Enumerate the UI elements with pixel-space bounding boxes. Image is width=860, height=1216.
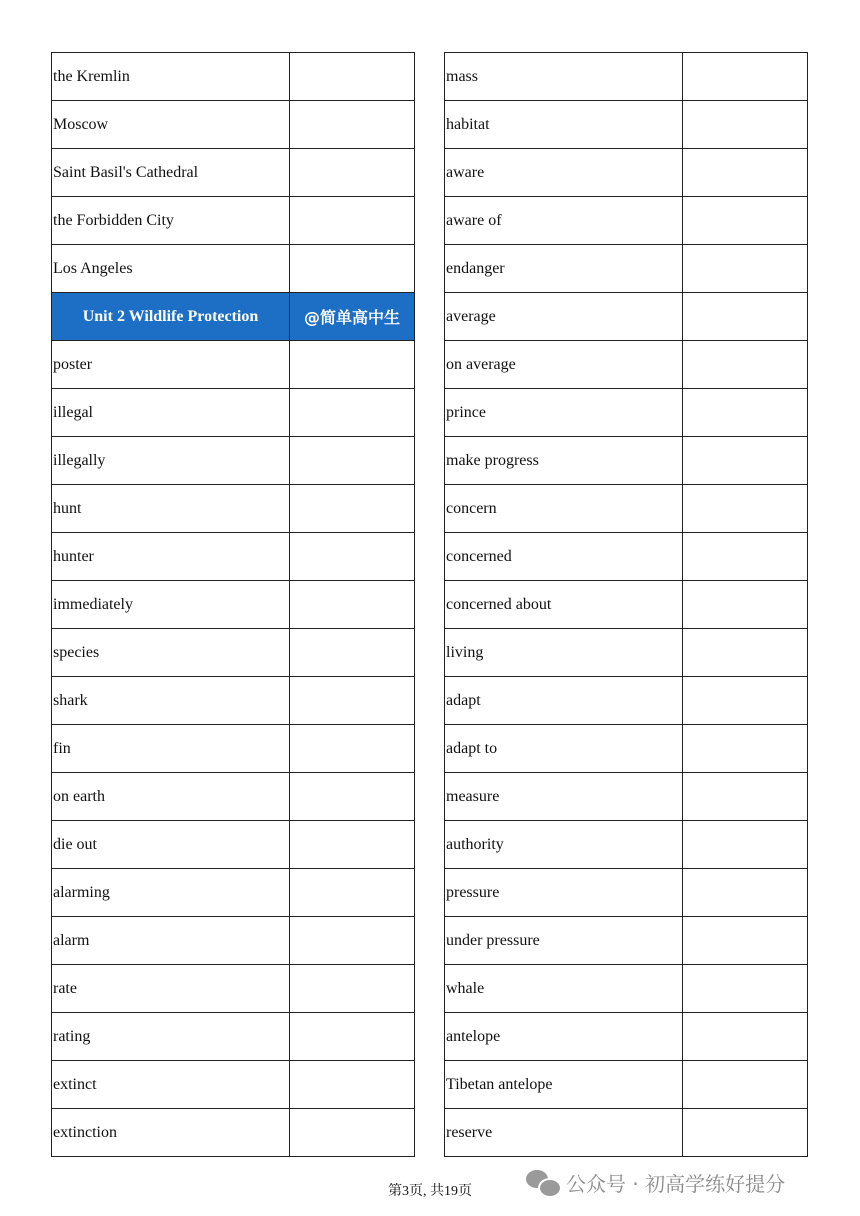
table-row <box>52 197 415 245</box>
answer-blank-cell[interactable] <box>290 1013 415 1061</box>
table-row <box>52 149 415 197</box>
answer-blank-cell[interactable] <box>683 1109 808 1157</box>
table-row <box>52 485 415 533</box>
vocab-word: aware of <box>445 197 683 245</box>
right-vocab-table <box>444 52 808 1157</box>
answer-blank-cell[interactable] <box>290 245 415 293</box>
table-row <box>445 1109 808 1157</box>
left-vocab-table <box>51 52 415 1157</box>
answer-blank-cell[interactable] <box>290 965 415 1013</box>
vocab-word: reserve <box>445 1109 683 1157</box>
table-row <box>52 533 415 581</box>
answer-blank-cell[interactable] <box>290 341 415 389</box>
vocab-word: concern <box>445 485 683 533</box>
vocab-word: rate <box>52 965 290 1013</box>
table-row <box>52 629 415 677</box>
vocab-word: hunt <box>52 485 290 533</box>
answer-blank-cell[interactable] <box>683 917 808 965</box>
vocab-word: pressure <box>445 869 683 917</box>
answer-blank-cell[interactable] <box>290 533 415 581</box>
answer-blank-cell[interactable] <box>290 869 415 917</box>
answer-blank-cell[interactable] <box>683 869 808 917</box>
table-row <box>445 773 808 821</box>
answer-blank-cell[interactable] <box>290 101 415 149</box>
vocab-word: Los Angeles <box>52 245 290 293</box>
answer-blank-cell[interactable] <box>683 965 808 1013</box>
vocab-word: poster <box>52 341 290 389</box>
answer-blank-cell[interactable] <box>683 533 808 581</box>
table-row <box>52 437 415 485</box>
answer-blank-cell[interactable] <box>290 629 415 677</box>
answer-blank-cell[interactable] <box>683 1013 808 1061</box>
table-row <box>52 917 415 965</box>
watermark <box>526 1168 785 1197</box>
vocab-word: shark <box>52 677 290 725</box>
vocab-word: living <box>445 629 683 677</box>
answer-blank-cell[interactable] <box>683 629 808 677</box>
answer-blank-cell[interactable] <box>290 389 415 437</box>
table-row <box>445 485 808 533</box>
table-row <box>445 581 808 629</box>
answer-blank-cell[interactable] <box>683 293 808 341</box>
answer-blank-cell[interactable] <box>290 725 415 773</box>
vocab-word: alarm <box>52 917 290 965</box>
table-row <box>445 341 808 389</box>
vocab-word: measure <box>445 773 683 821</box>
vocab-word: concerned <box>445 533 683 581</box>
vocab-word: Saint Basil's Cathedral <box>52 149 290 197</box>
table-row <box>52 677 415 725</box>
table-row <box>445 821 808 869</box>
table-row <box>52 773 415 821</box>
answer-blank-cell[interactable] <box>683 821 808 869</box>
answer-blank-cell[interactable] <box>290 581 415 629</box>
watermark-text: 公众号 · 初高学练好提分 <box>566 1172 786 1196</box>
table-row <box>445 533 808 581</box>
table-row <box>52 725 415 773</box>
table-row <box>445 629 808 677</box>
answer-blank-cell[interactable] <box>683 197 808 245</box>
vocab-word: adapt <box>445 677 683 725</box>
vocab-word: on average <box>445 341 683 389</box>
vocab-word: rating <box>52 1013 290 1061</box>
unit-header-row <box>52 293 415 341</box>
answer-blank-cell[interactable] <box>683 245 808 293</box>
table-row <box>52 245 415 293</box>
table-row <box>52 581 415 629</box>
table-row <box>52 53 415 101</box>
answer-blank-cell[interactable] <box>290 773 415 821</box>
answer-blank-cell[interactable] <box>290 1061 415 1109</box>
table-row <box>445 197 808 245</box>
table-row <box>52 101 415 149</box>
vocab-word: hunter <box>52 533 290 581</box>
unit-subtitle: @简单高中生 <box>290 293 415 341</box>
vocab-word: alarming <box>52 869 290 917</box>
vocab-word: concerned about <box>445 581 683 629</box>
table-row <box>52 1109 415 1157</box>
answer-blank-cell[interactable] <box>683 389 808 437</box>
answer-blank-cell[interactable] <box>290 677 415 725</box>
vocab-word: mass <box>445 53 683 101</box>
answer-blank-cell[interactable] <box>683 1061 808 1109</box>
vocab-word: endanger <box>445 245 683 293</box>
vocab-word: species <box>52 629 290 677</box>
answer-blank-cell[interactable] <box>290 917 415 965</box>
vocab-word: antelope <box>445 1013 683 1061</box>
table-row <box>52 389 415 437</box>
table-row <box>52 965 415 1013</box>
answer-blank-cell[interactable] <box>683 725 808 773</box>
table-row <box>52 1013 415 1061</box>
vocab-word: whale <box>445 965 683 1013</box>
table-row <box>445 1013 808 1061</box>
vocab-word: Tibetan antelope <box>445 1061 683 1109</box>
answer-blank-cell[interactable] <box>683 149 808 197</box>
table-row <box>52 341 415 389</box>
answer-blank-cell[interactable] <box>683 677 808 725</box>
answer-blank-cell[interactable] <box>683 101 808 149</box>
vocab-word: illegal <box>52 389 290 437</box>
answer-blank-cell[interactable] <box>683 53 808 101</box>
table-row <box>445 437 808 485</box>
answer-blank-cell[interactable] <box>683 437 808 485</box>
table-row <box>445 149 808 197</box>
answer-blank-cell[interactable] <box>290 437 415 485</box>
vocab-word: authority <box>445 821 683 869</box>
answer-blank-cell[interactable] <box>290 1109 415 1157</box>
vocab-word: illegally <box>52 437 290 485</box>
vocab-word: extinct <box>52 1061 290 1109</box>
vocab-word: adapt to <box>445 725 683 773</box>
vocab-word: fin <box>52 725 290 773</box>
vocab-word: prince <box>445 389 683 437</box>
vocab-word: on earth <box>52 773 290 821</box>
table-row <box>445 389 808 437</box>
vocab-word: extinction <box>52 1109 290 1157</box>
vocab-word: die out <box>52 821 290 869</box>
table-row <box>445 101 808 149</box>
wechat-icon <box>526 1170 560 1196</box>
table-row <box>445 869 808 917</box>
vocab-word: make progress <box>445 437 683 485</box>
table-row <box>52 821 415 869</box>
table-row <box>445 1061 808 1109</box>
answer-blank-cell[interactable] <box>683 773 808 821</box>
page-number: 第3页, 共19页 <box>388 1184 472 1199</box>
table-row <box>52 869 415 917</box>
answer-blank-cell[interactable] <box>683 485 808 533</box>
answer-blank-cell[interactable] <box>290 53 415 101</box>
table-row <box>445 725 808 773</box>
table-row <box>52 1061 415 1109</box>
answer-blank-cell[interactable] <box>290 197 415 245</box>
answer-blank-cell[interactable] <box>683 581 808 629</box>
table-row <box>445 677 808 725</box>
answer-blank-cell[interactable] <box>683 341 808 389</box>
vocab-word: under pressure <box>445 917 683 965</box>
table-row <box>445 917 808 965</box>
vocab-word: the Forbidden City <box>52 197 290 245</box>
answer-blank-cell[interactable] <box>290 149 415 197</box>
unit-title: Unit 2 Wildlife Protection <box>52 293 290 341</box>
vocab-word: aware <box>445 149 683 197</box>
vocab-word: the Kremlin <box>52 53 290 101</box>
vocab-word: immediately <box>52 581 290 629</box>
table-row <box>445 53 808 101</box>
table-row <box>445 293 808 341</box>
table-row <box>445 965 808 1013</box>
vocab-word: Moscow <box>52 101 290 149</box>
answer-blank-cell[interactable] <box>290 821 415 869</box>
vocab-word: average <box>445 293 683 341</box>
vocab-word: habitat <box>445 101 683 149</box>
answer-blank-cell[interactable] <box>290 485 415 533</box>
table-row <box>445 245 808 293</box>
